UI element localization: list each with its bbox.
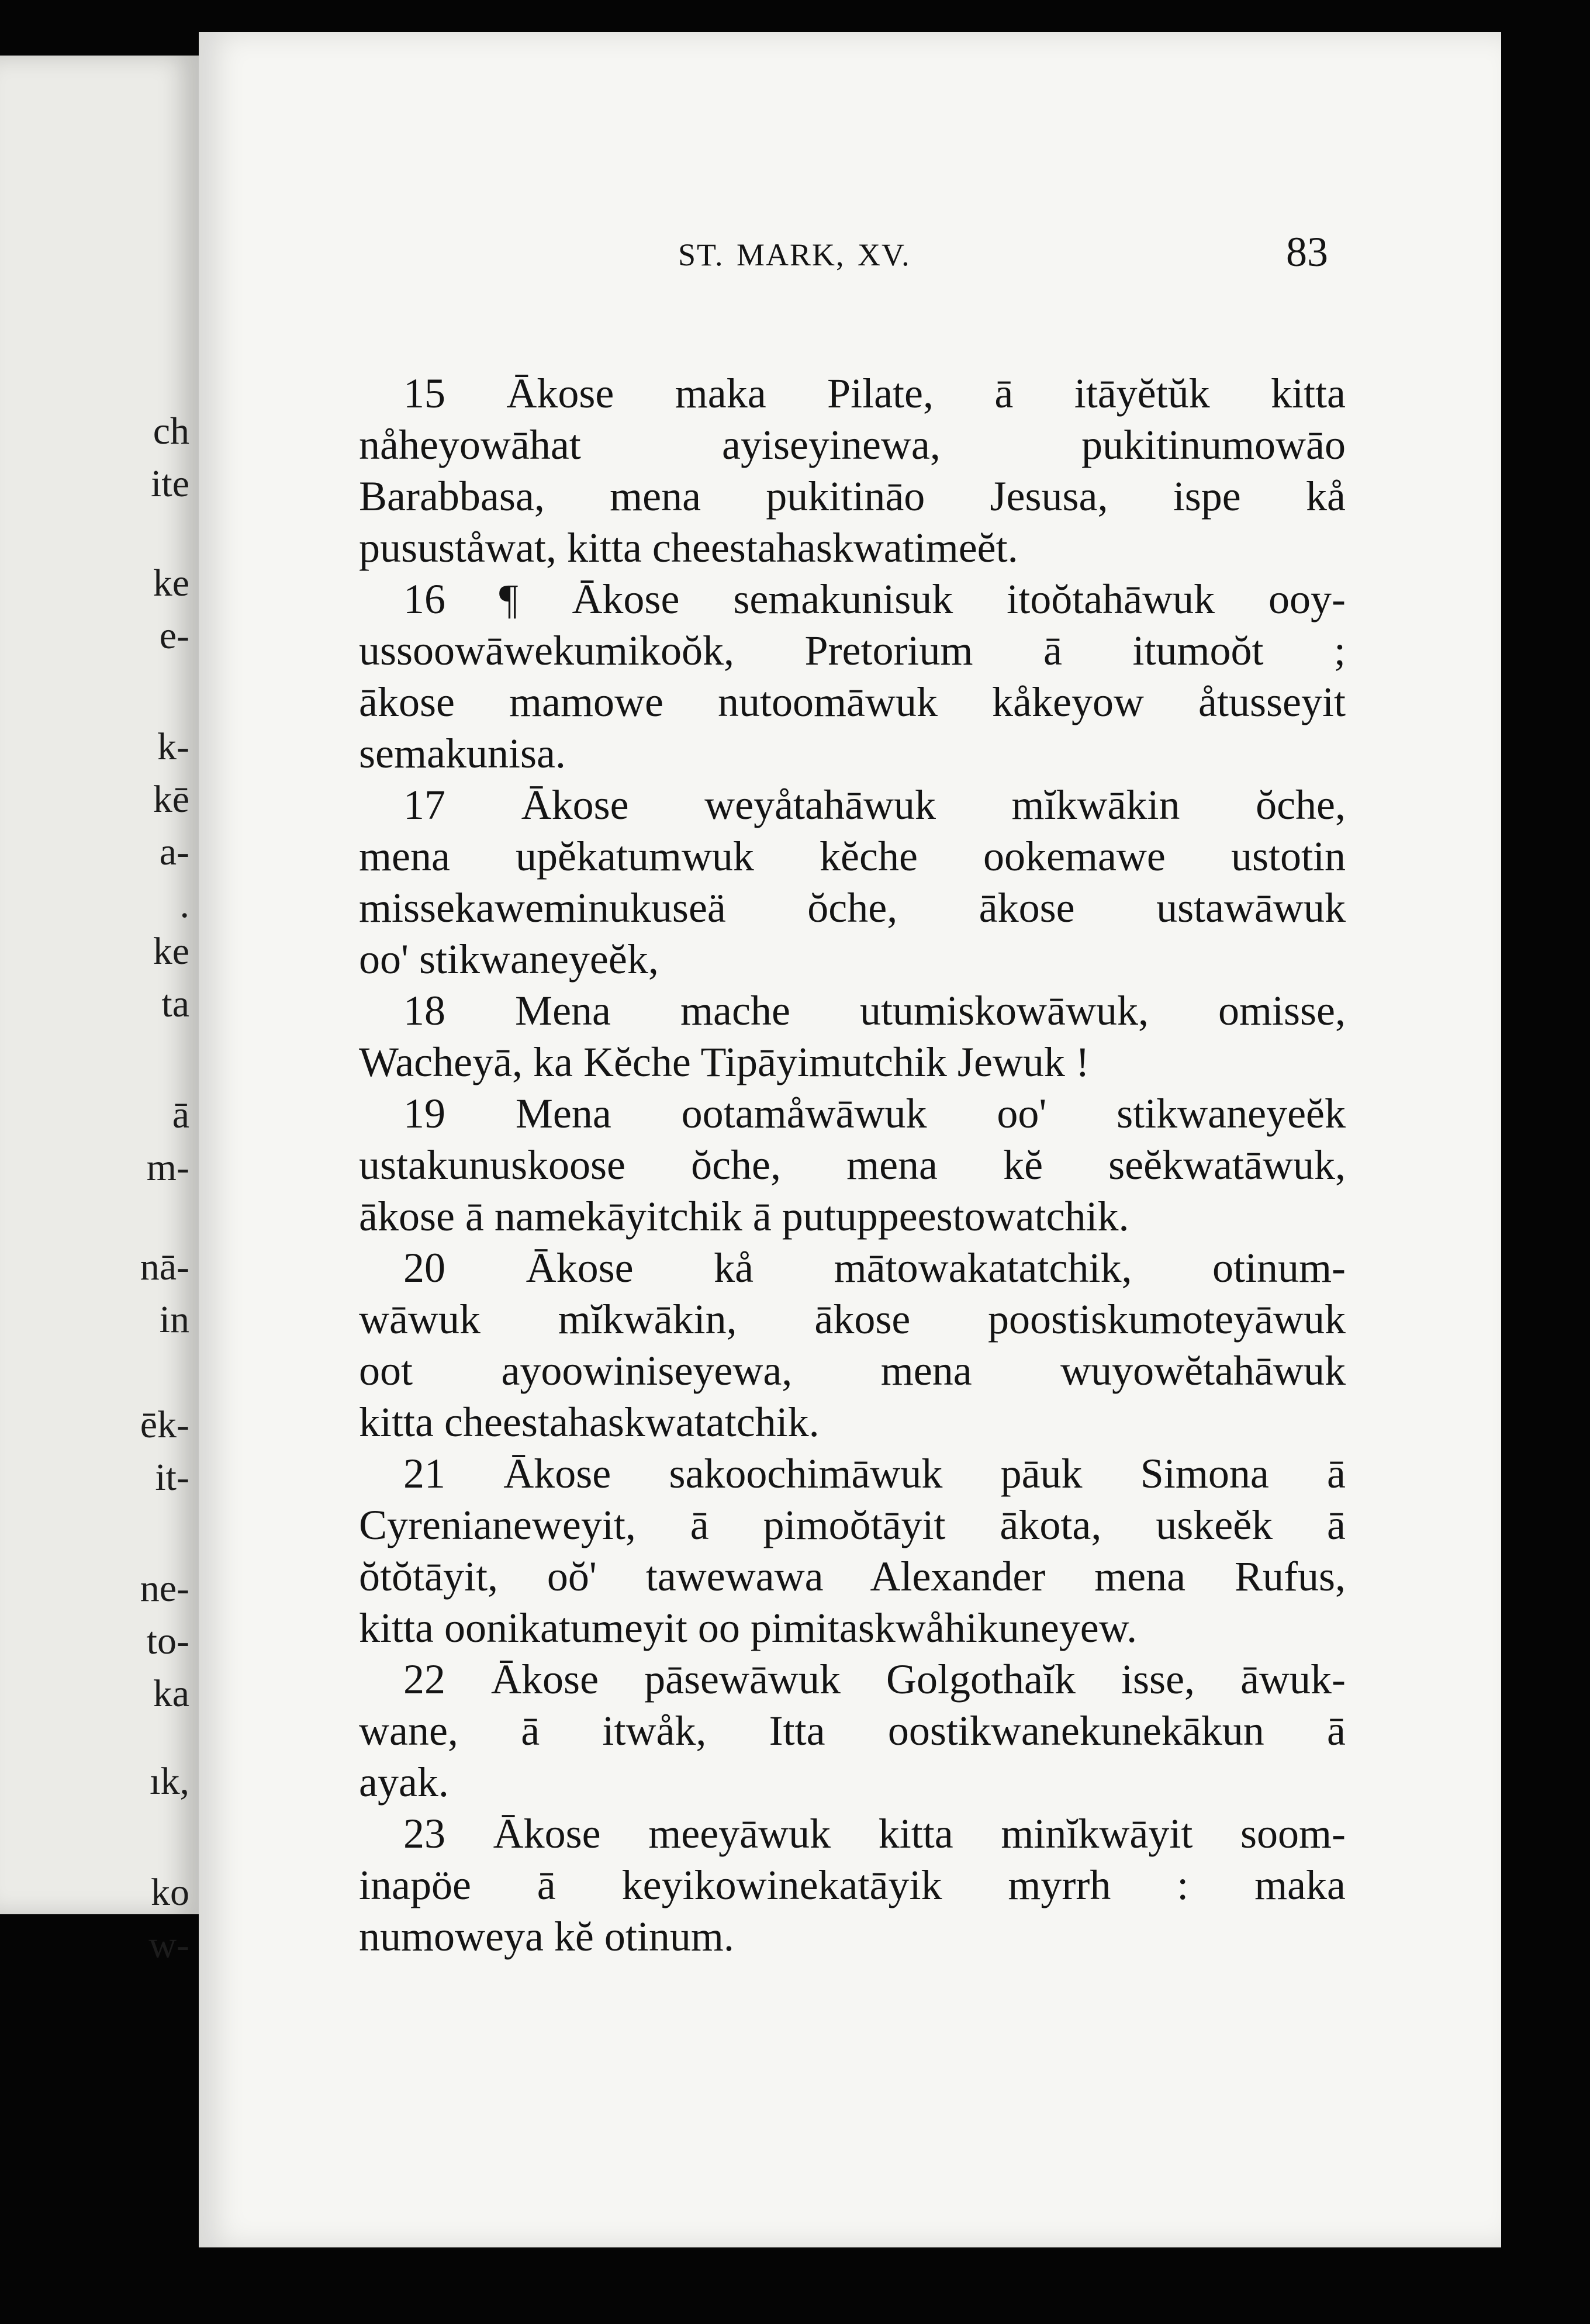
left-page-fragment: ch	[153, 410, 189, 452]
verse-line: numoweya kĕ otinum.	[359, 1913, 734, 1960]
verse-line: kitta cheestahaskwatatchik.	[359, 1399, 820, 1445]
left-page-fragment: ēk-	[140, 1403, 189, 1446]
verse-line: Cyrenianeweyit, ā pimoŏtāyit ākota, uskeĕk ā	[359, 1502, 1346, 1548]
verse-line: oo' stikwaneyeĕk,	[359, 936, 659, 983]
previous-page-edge	[0, 56, 202, 1966]
verse-line: 22 Ākose pāsewāwuk Golgothaĭk isse, āwuk-	[403, 1656, 1346, 1703]
book-page	[199, 32, 1501, 2247]
verse-line: Barabbasa, mena pukitināo Jesusa, ispe kå	[359, 473, 1346, 520]
verse-line: nåheyowāhat ayiseyinewa, pukitinumowāo	[359, 421, 1346, 468]
left-page-fragment: in	[159, 1298, 189, 1341]
left-page-fragment: w-	[148, 1924, 189, 1966]
left-page-fragment: ke	[153, 930, 189, 973]
verse-line: ayak.	[359, 1759, 449, 1806]
verse-line: 17 Ākose weyåtahāwuk mĭkwākin ŏche,	[403, 781, 1346, 828]
verse-line: kitta oonikatumeyit oo pimitaskwåhikuneyew.	[359, 1604, 1138, 1651]
verse-line: 15 Ākose maka Pilate, ā itāyĕtŭk kitta	[403, 370, 1346, 417]
left-page-fragment: e-	[159, 614, 189, 657]
page-number: 83	[1286, 229, 1328, 275]
left-page-fragment: k-	[157, 725, 189, 768]
running-head: ST. MARK, XV.	[678, 237, 911, 272]
left-page-fragment: ko	[151, 1871, 189, 1914]
left-page-fragment: ite	[151, 462, 189, 505]
verse-line: inapöe ā keyikowinekatāyik myrrh : maka	[359, 1862, 1346, 1908]
verse-line: 16 ¶ Ākose semakunisuk itoŏtahāwuk ooy-	[403, 576, 1346, 622]
left-page-fragment: ık,	[150, 1760, 189, 1803]
verse-line: semakunisa.	[359, 730, 566, 777]
left-page-fragment: ka	[153, 1672, 189, 1715]
left-page-fragment: .	[179, 883, 189, 926]
verse-line: ŏtŏtāyit, oŏ' tawewawa Alexander mena Rufus,	[359, 1553, 1346, 1600]
verse-line: oot ayoowiniseyewa, mena wuyowĕtahāwuk	[359, 1347, 1346, 1394]
verse-line: 20 Ākose kå mātowakatatchik, otinum-	[403, 1244, 1346, 1291]
verse-line: ustakunuskoose ŏche, mena kĕ seĕkwatāwuk,	[359, 1142, 1346, 1188]
left-page-fragment: ā	[172, 1094, 189, 1136]
verse-line: 18 Mena mache utumiskowāwuk, omisse,	[403, 987, 1346, 1034]
left-page-fragment: a-	[159, 831, 189, 873]
verse-line: 21 Ākose sakoochimāwuk pāuk Simona ā	[403, 1450, 1346, 1497]
verse-line: 23 Ākose meeyāwuk kitta minĭkwāyit soom-	[403, 1810, 1346, 1857]
left-page-fragment: m-	[146, 1146, 189, 1189]
left-page-fragment: nā-	[140, 1246, 189, 1288]
verse-line: Wacheyā, ka Kĕche Tipāyimutchik Jewuk !	[359, 1039, 1090, 1085]
verse-line: missekaweminukuseä ŏche, ākose ustawāwuk	[359, 884, 1346, 931]
left-page-fragment: to-	[146, 1620, 189, 1662]
left-page-fragment: ne-	[140, 1567, 189, 1610]
verse-line: wane, ā itwåk, Itta oostikwanekunekākun ā	[359, 1707, 1346, 1754]
verse-line: ākose ā namekāyitchik ā putuppeestowatchik.	[359, 1193, 1129, 1240]
left-page-fragment: ta	[161, 983, 189, 1025]
left-page-fragment: ke	[153, 562, 189, 604]
verse-line: 19 Mena ootamåwāwuk oo' stikwaneyeĕk	[403, 1090, 1346, 1137]
verse-line: wāwuk mĭkwākin, ākose poostiskumoteyāwuk	[359, 1296, 1346, 1343]
verse-line: mena upĕkatumwuk kĕche ookemawe ustotin	[359, 833, 1346, 880]
verse-line: pusuståwat, kitta cheestahaskwatimeĕt.	[359, 524, 1018, 571]
scripture-text	[359, 368, 1346, 1962]
left-page-fragment: it-	[155, 1456, 189, 1499]
verse-line: ussoowāwekumikoŏk, Pretorium ā itumoŏt ;	[359, 627, 1346, 674]
left-page-fragment: kē	[153, 778, 189, 821]
verse-line: ākose mamowe nutoomāwuk kåkeyow åtusseyit	[359, 679, 1346, 725]
